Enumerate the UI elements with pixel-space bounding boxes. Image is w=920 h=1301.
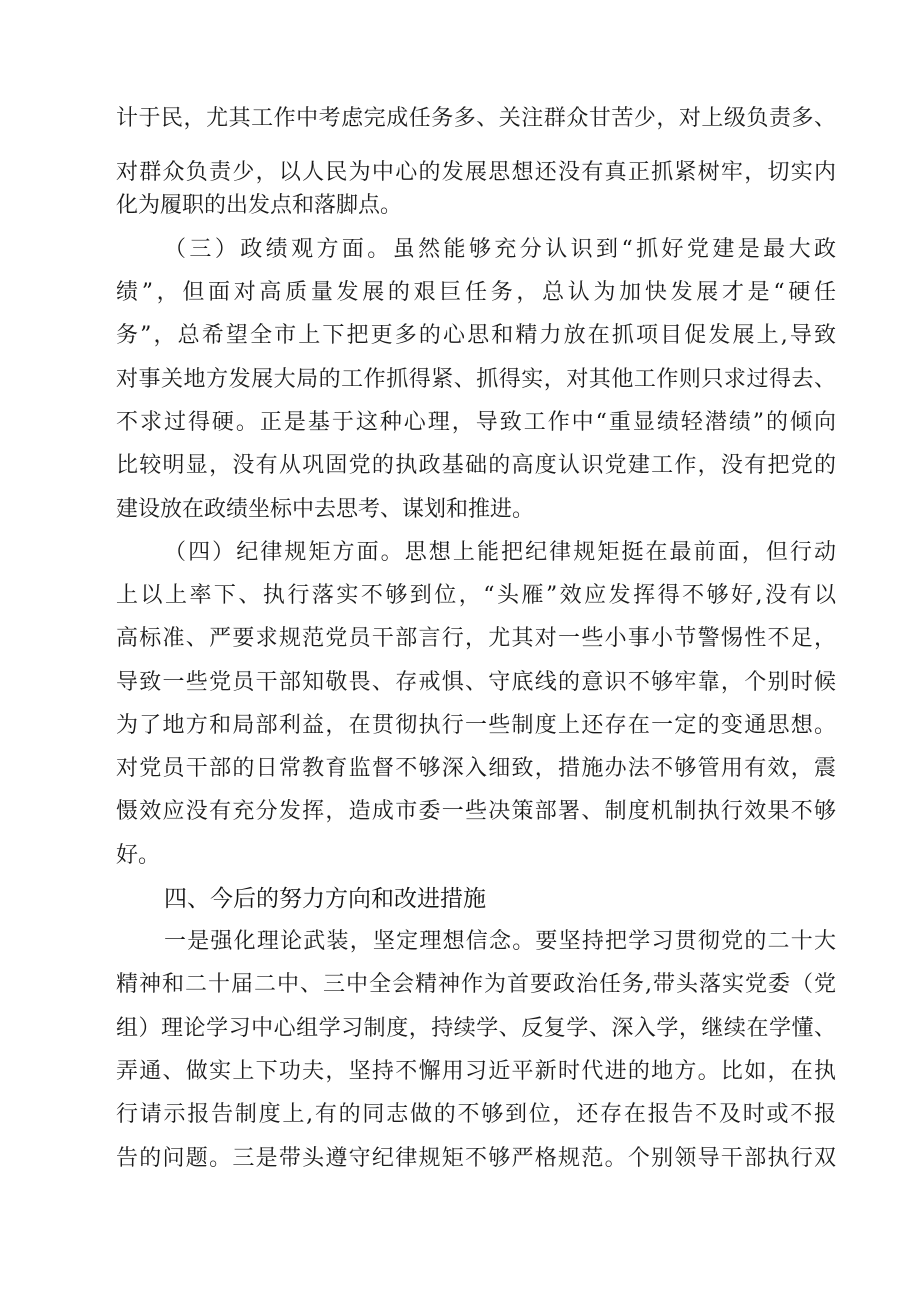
section-heading: 四、今后的努力方向和改进措施 xyxy=(164,886,486,912)
paragraph-line: 化为履职的出发点和落脚点。 xyxy=(116,193,403,218)
paragraph-line: 弄通、做实上下功夫，坚持不懈用习近平新时代进的地方。比如，在执 xyxy=(116,1059,836,1084)
paragraph-line: 高标准、严要求规范党员干部言行，尤其对一些小事小节警惕性不足， xyxy=(116,626,836,651)
paragraph-line: 不求过得硬。正是基于这种心理，导致工作中“重显绩轻潜绩”的倾向 xyxy=(116,410,836,435)
paragraph-line: 建设放在政绩坐标中去思考、谋划和推进。 xyxy=(116,497,535,522)
paragraph-line: 上以上率下、执行落实不够到位，“头雁”效应发挥得不够好,没有以 xyxy=(116,583,836,608)
paragraph-line: 组）理论学习中心组学习制度，持续学、反复学、深入学，继续在学懂、 xyxy=(116,1016,836,1041)
paragraph-line: 对党员干部的日常教育监督不够深入细致，措施办法不够管用有效，震 xyxy=(116,756,836,781)
paragraph-line: 好。 xyxy=(116,843,161,868)
paragraph-line: 告的问题。三是带头遵守纪律规矩不够严格规范。个别领导干部执行双 xyxy=(116,1146,836,1171)
paragraph-line: （四）纪律规矩方面。思想上能把纪律规矩挺在最前面，但行动 xyxy=(164,540,836,565)
paragraph-line: 对群众负责少，以人民为中心的发展思想还没有真正抓紧树牢，切实内 xyxy=(116,160,836,185)
paragraph-line: 务”，总希望全市上下把更多的心思和精力放在抓项目促发展上,导致 xyxy=(116,323,836,348)
paragraph-line: 绩”，但面对高质量发展的艰巨任务，总认为加快发展才是“硬任 xyxy=(116,280,836,305)
paragraph-line: 为了地方和局部利益，在贯彻执行一些制度上还存在一定的变通思想。 xyxy=(116,713,836,738)
paragraph-line: 比较明显，没有从巩固党的执政基础的高度认识党建工作，没有把党的 xyxy=(116,453,836,478)
paragraph-line: 对事关地方发展大局的工作抓得紧、抓得实，对其他工作则只求过得去、 xyxy=(116,367,836,392)
paragraph-line: 精神和二十届二中、三中全会精神作为首要政治任务,带头落实党委（党 xyxy=(116,972,836,997)
paragraph-line: 导致一些党员干部知敬畏、存戒惧、守底线的意识不够牢靠，个别时候 xyxy=(116,670,836,695)
paragraph-line: 计于民，尤其工作中考虑完成任务多、关注群众甘苦少，对上级负责多、 xyxy=(116,106,836,131)
paragraph-line: 慑效应没有充分发挥，造成市委一些决策部署、制度机制执行效果不够 xyxy=(116,799,836,824)
paragraph-line: 一是强化理论武装，坚定理想信念。要坚持把学习贯彻党的二十大 xyxy=(164,929,836,954)
paragraph-line: （三）政绩观方面。虽然能够充分认识到“抓好党建是最大政 xyxy=(164,237,836,262)
paragraph-line: 行请示报告制度上,有的同志做的不够到位，还存在报告不及时或不报 xyxy=(116,1102,836,1127)
